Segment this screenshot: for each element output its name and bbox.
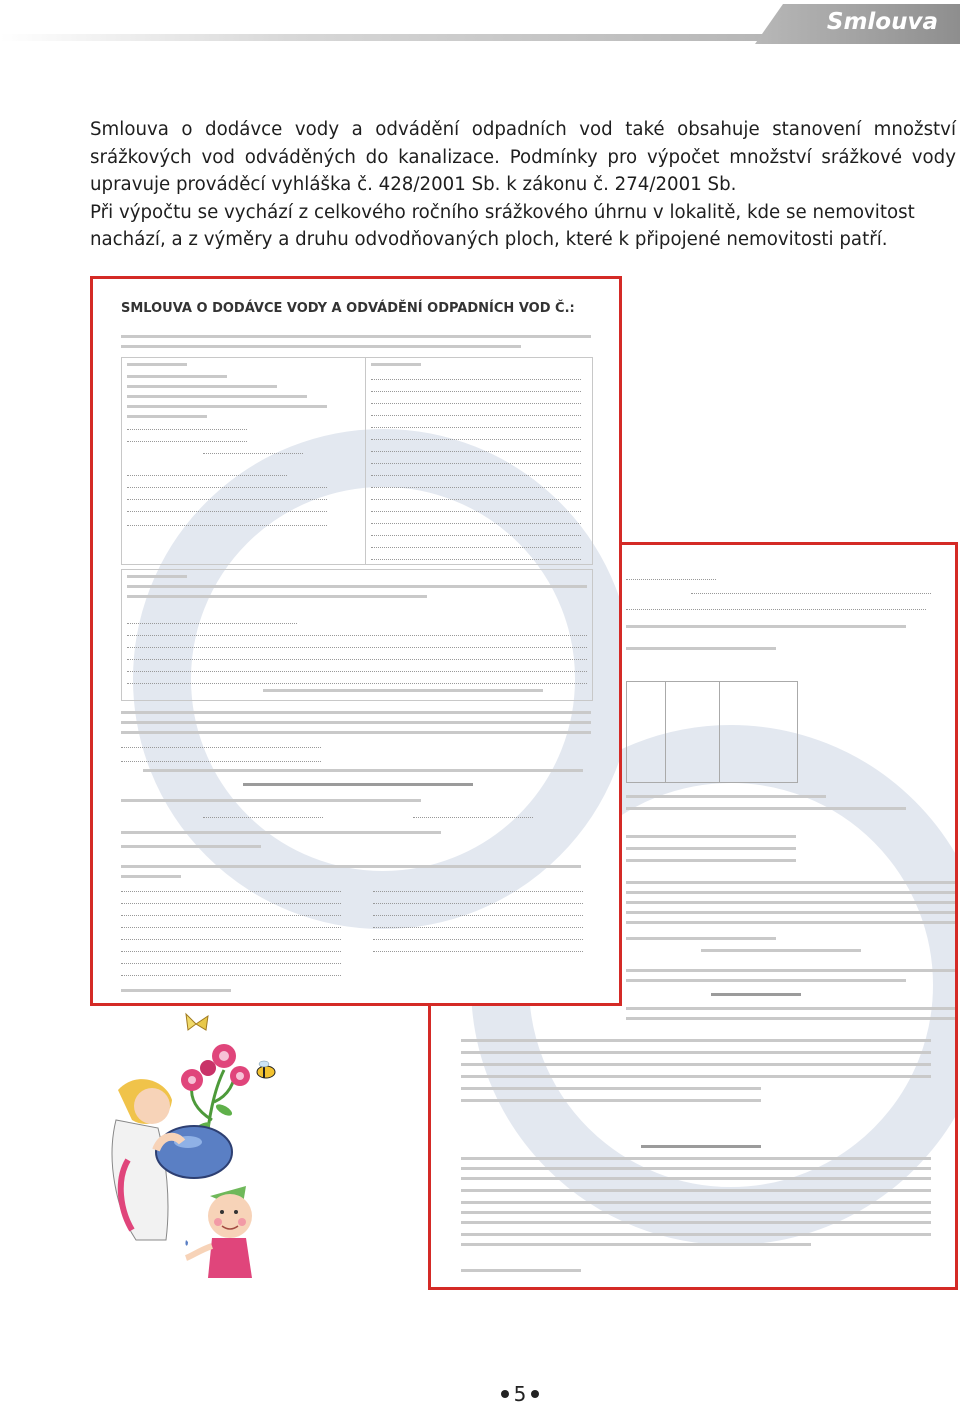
section-title: Smlouva	[826, 9, 938, 35]
intro-text	[90, 116, 956, 254]
intro-paragraph-2: Při výpočtu se vychází z celkového ročního srážkového úhrnu v lokalitě, kde se nemovitost nachází, a z výměry a druhu odvodňovaných ploch, které k připojené nemovitosti patří.	[90, 201, 915, 250]
children-illustration	[96, 1010, 296, 1290]
page-number	[0, 1382, 960, 1406]
bullet-icon	[531, 1390, 539, 1398]
flower-illustration	[181, 1044, 250, 1091]
header-band	[0, 0, 960, 46]
bee-illustration	[257, 1061, 275, 1078]
contract-page-front	[90, 276, 622, 1006]
boy-illustration	[185, 1186, 252, 1278]
butterfly-illustration	[186, 1014, 208, 1030]
contract-title: SMLOUVA O DODÁVCE VODY A ODVÁDĚNÍ ODPADNÍCH VOD Č.:	[121, 301, 575, 316]
bullet-icon	[501, 1390, 509, 1398]
page-number-value: 5	[513, 1382, 527, 1406]
intro-paragraph-1: Smlouva o dodávce vody a odvádění odpadních vod také obsahuje stanovení množství srážkových vod odváděných do kanalizace. Podmínky pro výpočet množství srážkové vody upravuje prováděcí vyhláška č. 428/2001 Sb. k zákonu č. 274/2001 Sb.	[90, 119, 956, 195]
